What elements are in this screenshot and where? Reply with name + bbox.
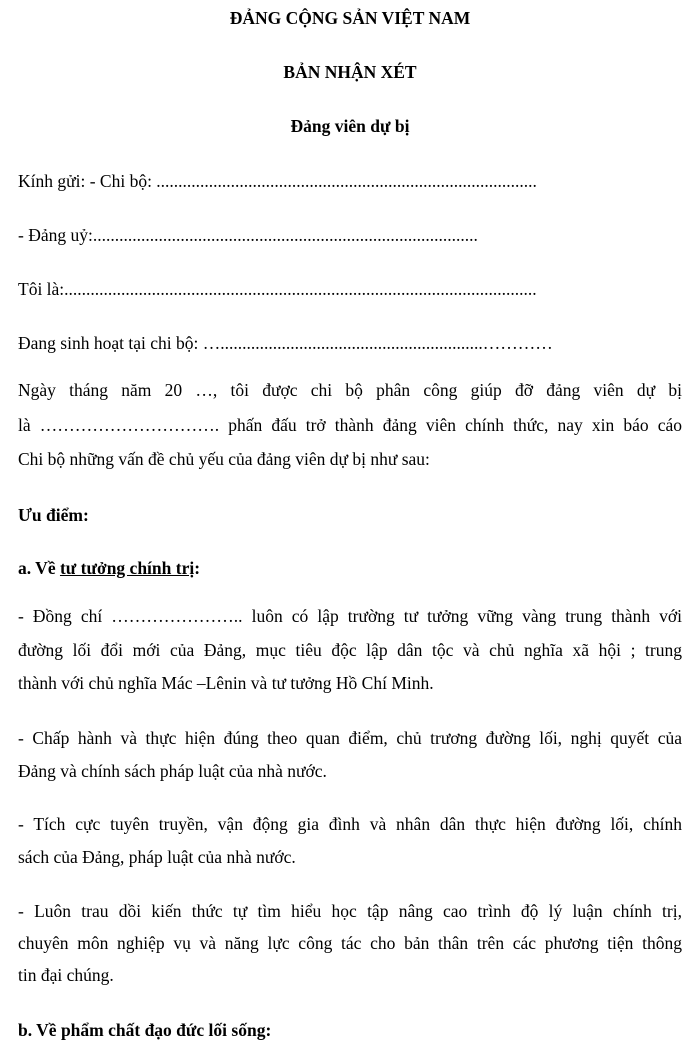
document-title: BẢN NHẬN XÉT <box>283 62 417 82</box>
para3-line-2: sách của Đảng, pháp luật của nhà nước. <box>18 847 296 867</box>
section-a-title: tư tưởng chính trị <box>59 558 195 578</box>
para1-line-2: đường lối đổi mới của Đảng, mục tiêu độc lập dân tộc và chủ nghĩa xã hội ; trung <box>18 640 682 660</box>
para2-line-1: - Chấp hành và thực hiện đúng theo quan điểm, chủ trương đường lối, nghị quyết của <box>18 728 682 748</box>
para3-line-1: - Tích cực tuyên truyền, vận động gia đình và nhân dân thực hiện đường lối, chính <box>18 814 682 834</box>
field-kinh-gui: Kính gửi: - Chi bộ: ....................................................................................... <box>18 171 537 191</box>
section-b-heading: b. Về phẩm chất đạo đức lối sống: <box>18 1020 272 1040</box>
section-a-prefix: a. Về <box>18 558 60 578</box>
field-toi-la: Tôi là:............................................................................................................ <box>18 279 537 299</box>
document-subtitle: Đảng viên dự bị <box>290 116 410 136</box>
field-sinh-hoat: Đang sinh hoạt tại chi bộ: …............................................................………… <box>18 333 553 353</box>
section-uu-diem: Ưu điểm: <box>18 505 89 525</box>
intro-line-1: Ngày tháng năm 20 …, tôi được chi bộ phân công giúp đỡ đảng viên dự bị <box>18 380 682 400</box>
para1-line-3: thành với chủ nghĩa Mác –Lênin và tư tưởng Hồ Chí Minh. <box>18 673 434 693</box>
section-a-heading <box>18 558 682 578</box>
para4-line-1: - Luôn trau dồi kiến thức tự tìm hiểu học tập nâng cao trình độ lý luận chính trị, <box>18 901 682 921</box>
para1-line-1: - Đồng chí ………………….. luôn có lập trường tư tưởng vững vàng trung thành với <box>18 606 682 626</box>
section-a-suffix: : <box>194 558 201 578</box>
party-header: ĐẢNG CỘNG SẢN VIỆT NAM <box>229 8 471 28</box>
intro-line-2: là …………………………. phấn đấu trở thành đảng viên chính thức, nay xin báo cáo <box>18 415 682 435</box>
intro-line-3: Chi bộ những vấn đề chủ yếu của đảng viên dự bị như sau: <box>18 449 430 469</box>
field-dang-uy: - Đảng uỷ:........................................................................................ <box>18 225 478 245</box>
para4-line-2: chuyên môn nghiệp vụ và năng lực công tác cho bản thân trên các phương tiện thông <box>18 933 682 953</box>
para2-line-2: Đảng và chính sách pháp luật của nhà nước. <box>18 761 327 781</box>
para4-line-3: tin đại chúng. <box>18 965 114 985</box>
